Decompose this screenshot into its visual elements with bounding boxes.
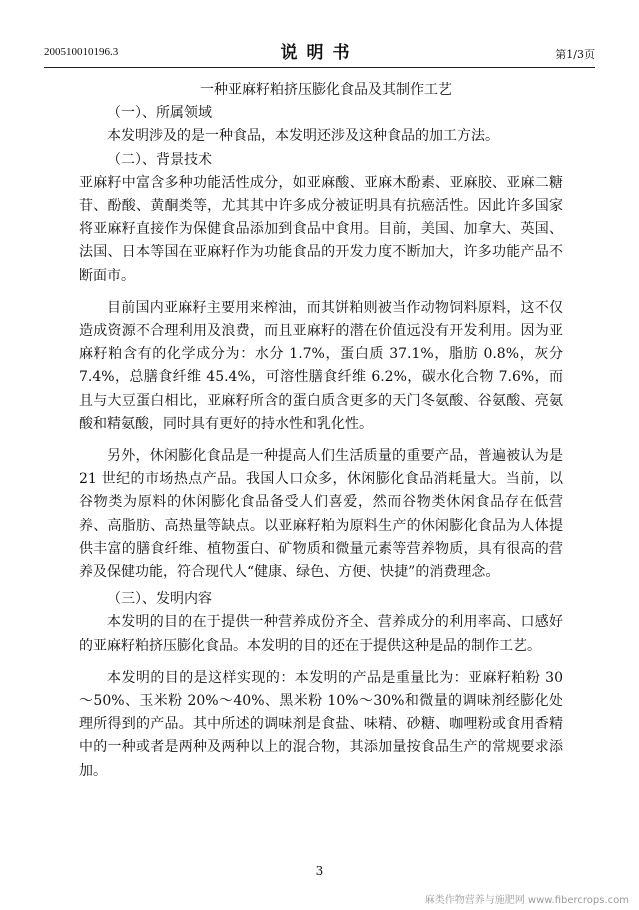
page-number: 3: [315, 864, 324, 878]
paragraph-field: 本发明涉及的是一种食品，本发明还涉及这种食品的加工方法。: [107, 128, 499, 145]
paragraph-background-2: 目前国内亚麻籽主要用来榨油，而其饼粕则被当作动物饲料原料，这不仅造成资源不合理利用及浪费，而且亚麻籽的潜在价值远没有开发利用。因为亚麻籽粕含有的化学成分为：水分 1.7%，蛋白质 37.1%，脂肪 0.8%，灰分 7.4%，总膳食纤维 45.4%，可溶性膳食纤维 6.2%，碳水化合物 7.6%，而且与大豆蛋白相比，亚麻籽所含的蛋白质含更多的天门冬氨酸、谷氨酸、亮氨酸和精氨酸，同时具有更好的持水性和乳化性。: [79, 299, 563, 432]
paragraph-content-2: 本发明的目的是这样实现的：本发明的产品是重量比为：亚麻籽粕粉 30～50%、玉米粉 20%～40%、黑米粉 10%～30%和微量的调味剂经膨化处理所得到的产品。其中所述的调味剂是食盐、味精、砂糖、咖哩粉或食用香精中的一种或者是两种及两种以上的混合物，其添加量按食品生产的常规要求添加。: [79, 669, 563, 779]
section-heading-background: （二）、背景技术: [107, 151, 212, 168]
page-count: 第1/3页: [555, 48, 595, 61]
section-heading-content: （三）、发明内容: [107, 591, 212, 608]
application-number: 200510010196.3: [44, 46, 119, 58]
header-divider: [44, 67, 595, 68]
document-type-title: 说明书: [280, 43, 359, 63]
paragraph-background-1: 亚麻籽中富含多种功能活性成分，如亚麻酸、亚麻木酚素、亚麻胶、亚麻二糖苷、酚酸、黄酮类等，尤其其中许多成分被证明具有抗癌活性。因此许多国家将亚麻籽直接作为保健食品添加到食品中食用。目前，美国、加拿大、英国、法国、日本等国在亚麻籽作为功能食品的开发力度不断加大，许多功能产品不断面市。: [79, 174, 563, 284]
document-body: [79, 79, 563, 783]
section-heading-field: （一）、所属领域: [107, 105, 212, 122]
page-header: [44, 38, 595, 64]
paragraph-content-1: 本发明的目的在于提供一种营养成份齐全、营养成分的利用率高、口感好的亚麻籽粕挤压膨化食品。本发明的目的还在于提供这种是品的制作工艺。: [79, 614, 563, 654]
invention-title: 一种亚麻籽粕挤压膨化食品及其制作工艺: [200, 82, 452, 98]
site-watermark: 麻类作物营养与施肥网 www.fibercrops.com: [424, 895, 629, 906]
paragraph-background-3: 另外，休闲膨化食品是一种提高人们生活质量的重要产品，普遍被认为是 21 世纪的市场热点产品。我国人口众多，休闲膨化食品消耗量大。当前，以谷物类为原料的休闲膨化食品备受人们喜爱，然而谷物类休闲食品存在低营养、高脂肪、高热量等缺点。以亚麻籽粕为原料生产的休闲膨化食品为人体提供丰富的膳食纤维、植物蛋白、矿物质和微量元素等营养物质，具有很高的营养及保健功能，符合现代人“健康、绿色、方便、快捷”的消费理念。: [79, 448, 563, 581]
